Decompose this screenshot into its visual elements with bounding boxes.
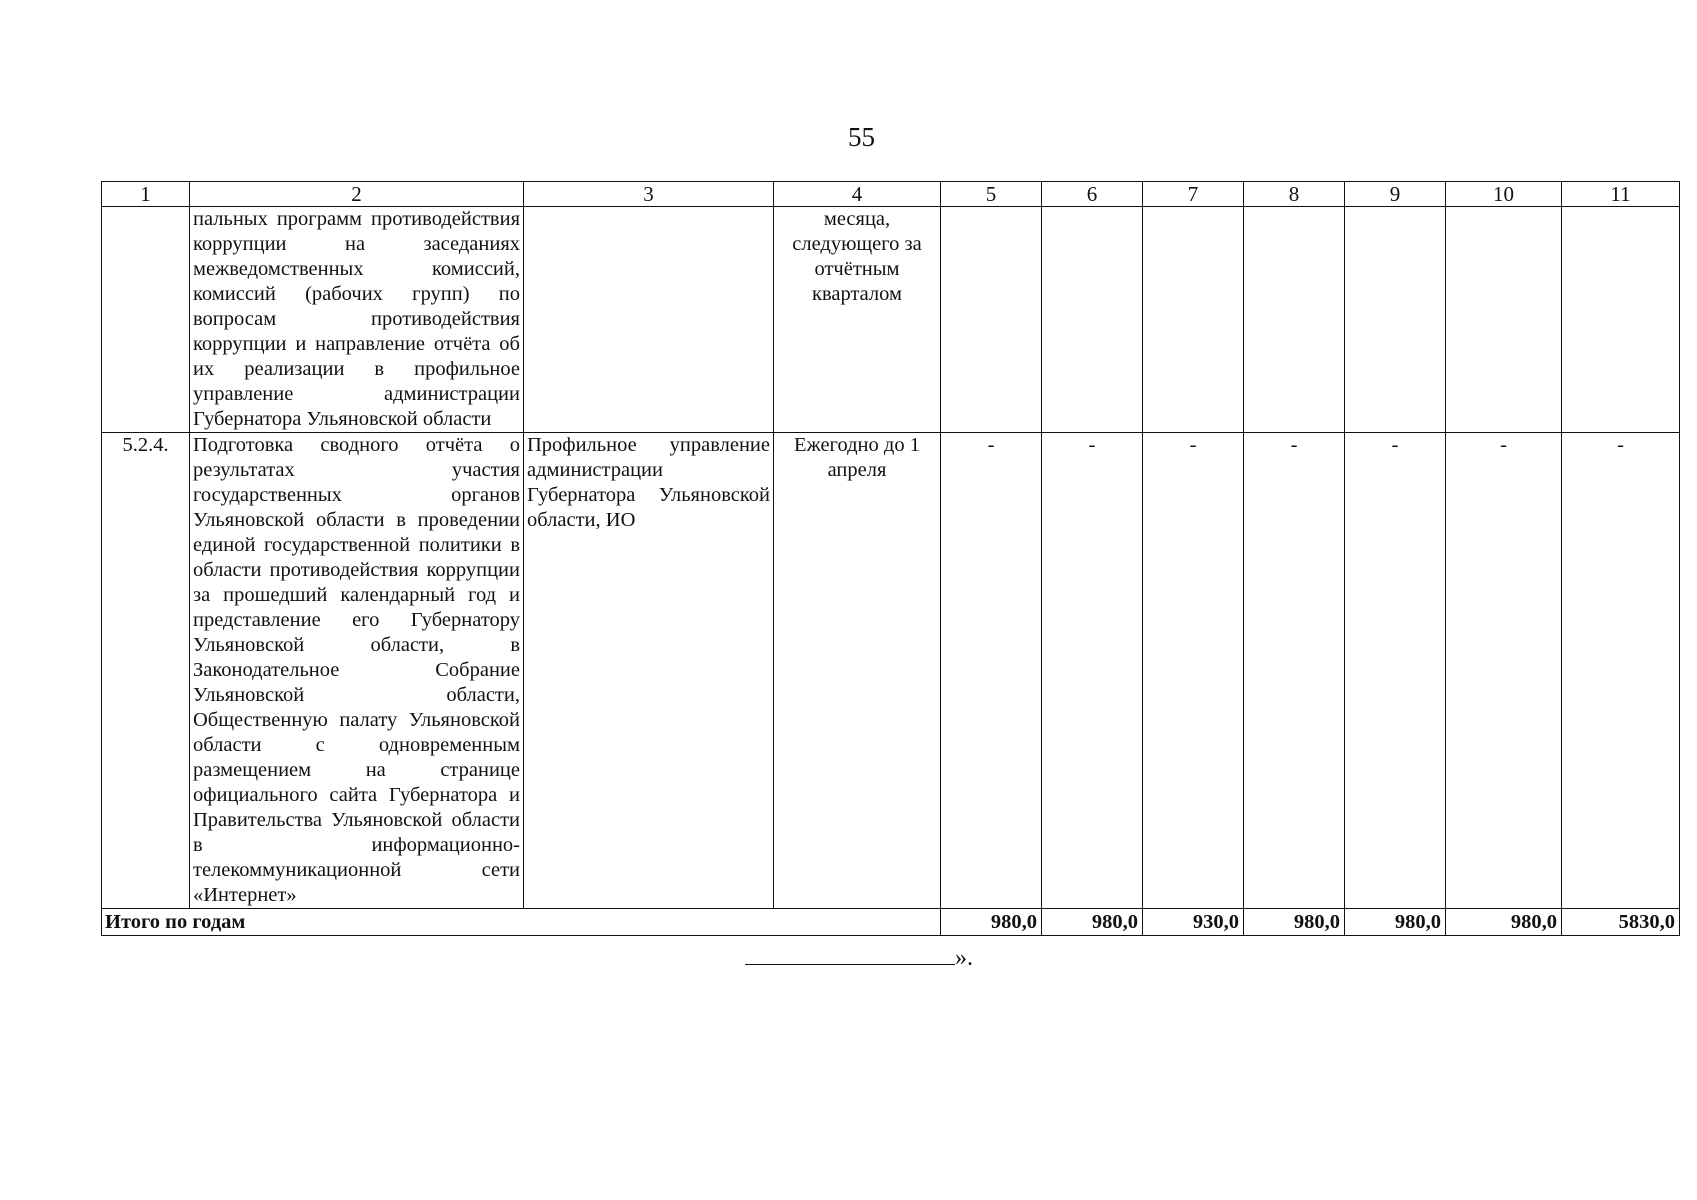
total-value: 980,0 <box>1244 909 1345 936</box>
total-value: 980,0 <box>1345 909 1446 936</box>
continued-num-cell <box>102 207 190 433</box>
header-cell: 10 <box>1446 182 1562 207</box>
closing-quote: ». <box>955 945 973 971</box>
header-cell: 11 <box>1562 182 1680 207</box>
continued-deadline: месяца, следующего за отчётным кварталом <box>774 207 941 433</box>
value-cell <box>1143 207 1244 433</box>
total-value: 980,0 <box>941 909 1042 936</box>
closing-mark <box>745 945 973 972</box>
header-cell: 8 <box>1244 182 1345 207</box>
value-cell: - <box>1446 433 1562 909</box>
continued-executor-cell <box>524 207 774 433</box>
continued-description: пальных программ противодействия коррупции на заседаниях межведомственных комиссий, комиссий (рабочих групп) по вопросам противодействия коррупции и направление отчёта об их реализации в профильное управление администрации Губернатора Ульяновской области <box>190 207 524 433</box>
row-5-2-4 <box>102 433 1680 909</box>
page-number: 55 <box>848 122 875 152</box>
row-description: Подготовка сводного отчёта о результатах участия государственных органов Ульяновской области в проведении единой государственной политики в области противодействия коррупции за прошедший календарный год и представление его Губернатору Ульяновской области, в Законодательное Собрание Ульяновской области, Общественную палату Ульяновской области с одновременным размещением на странице официального сайта Губернатора и Правительства Ульяновской области в информационно-телекоммуникационной сети «Интернет» <box>190 433 524 909</box>
header-cell: 3 <box>524 182 774 207</box>
value-cell: - <box>1345 433 1446 909</box>
header-cell: 6 <box>1042 182 1143 207</box>
program-table <box>101 181 1680 936</box>
total-label: Итого по годам <box>102 909 941 936</box>
total-value: 930,0 <box>1143 909 1244 936</box>
header-cell: 4 <box>774 182 941 207</box>
value-cell: - <box>1244 433 1345 909</box>
continued-row <box>102 207 1680 433</box>
row-number: 5.2.4. <box>102 433 190 909</box>
header-cell: 9 <box>1345 182 1446 207</box>
header-cell: 5 <box>941 182 1042 207</box>
value-cell: - <box>1562 433 1680 909</box>
total-row <box>102 909 1680 936</box>
value-cell <box>1345 207 1446 433</box>
total-value: 980,0 <box>1042 909 1143 936</box>
value-cell <box>1244 207 1345 433</box>
value-cell <box>941 207 1042 433</box>
value-cell: - <box>941 433 1042 909</box>
total-value: 980,0 <box>1446 909 1562 936</box>
row-deadline: Ежегодно до 1 апреля <box>774 433 941 909</box>
header-cell: 1 <box>102 182 190 207</box>
closing-underline <box>745 963 955 965</box>
total-value: 5830,0 <box>1562 909 1680 936</box>
value-cell: - <box>1042 433 1143 909</box>
value-cell <box>1446 207 1562 433</box>
value-cell: - <box>1143 433 1244 909</box>
header-cell: 2 <box>190 182 524 207</box>
header-cell: 7 <box>1143 182 1244 207</box>
row-executor: Профильное управление администрации Губернатора Ульяновской области, ИО <box>524 433 774 909</box>
value-cell <box>1562 207 1680 433</box>
value-cell <box>1042 207 1143 433</box>
header-row <box>102 182 1680 207</box>
